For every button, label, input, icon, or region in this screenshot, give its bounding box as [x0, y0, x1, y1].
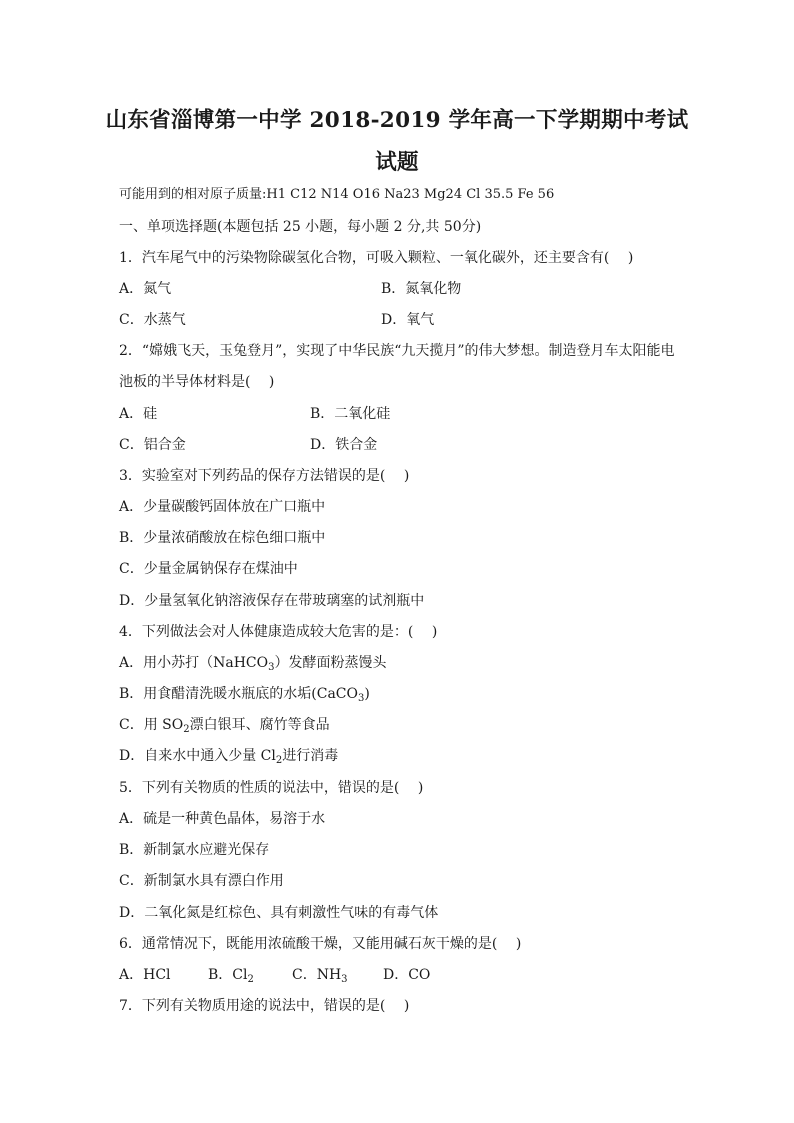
subscript: 2	[275, 755, 283, 766]
question-4-stem: 4．下列做法会对人体健康造成较大危害的是：( )	[119, 624, 438, 640]
question-2-option-a: A．硅	[119, 406, 158, 422]
subscript: 3	[341, 974, 348, 985]
subscript: 2	[183, 724, 190, 735]
question-3-option-b: B．少量浓硝酸放在棕色细口瓶中	[119, 530, 326, 546]
question-5-option-b: B．新制氯水应避光保存	[119, 842, 270, 858]
question-1-option-d: D．氧气	[381, 312, 435, 328]
question-1-stem: 1．汽车尾气中的污染物除碳氢化合物，可吸入颗粒、一氧化碳外，还主要含有( )	[119, 250, 634, 266]
question-5-option-c: C．新制氯水具有漂白作用	[119, 873, 284, 889]
subscript: 3	[268, 662, 275, 673]
question-7-stem: 7．下列有关物质用途的说法中，错误的是( )	[119, 998, 410, 1014]
section-heading: 一、单项选择题(本题包括 25 小题，每小题 2 分,共 50分)	[119, 219, 482, 235]
question-6-option-a: A．HCl	[119, 967, 171, 983]
question-5-stem: 5．下列有关物质的性质的说法中，错误的是( )	[119, 780, 424, 796]
option-text: D．自来水中通入少量 Cl	[119, 748, 276, 764]
question-1-option-b: B．氮氧化物	[381, 281, 462, 297]
question-3-option-d: D．少量氢氧化钠溶液保存在带玻璃塞的试剂瓶中	[119, 593, 425, 609]
question-5-option-d: D．二氧化氮是红棕色、具有刺激性气味的有毒气体	[119, 905, 439, 921]
question-2-option-d: D．铁合金	[310, 437, 378, 453]
atomic-masses: 可能用到的相对原子质量:H1 C12 N14 O16 Na23 Mg24 Cl 35.5 Fe 56	[119, 187, 555, 202]
question-5-option-a: A．硫是一种黄色晶体，易溶于水	[119, 811, 326, 827]
question-1-option-a: A．氮气	[119, 281, 172, 297]
question-1-option-c: C．水蒸气	[119, 312, 186, 328]
option-text: C．NH	[292, 967, 342, 983]
question-2-option-c: C．铝合金	[119, 437, 186, 453]
question-4-option-d	[119, 746, 338, 766]
question-2-stem-line2: 池板的半导体材料是( )	[119, 374, 275, 390]
option-text: )	[364, 686, 370, 702]
question-3-option-c: C．少量金属钠保存在煤油中	[119, 561, 298, 577]
question-6-option-b	[208, 965, 254, 985]
question-2-stem-line1: 2．“嫦娥飞天，玉兔登月”，实现了中华民族“九天揽月”的伟大梦想。制造登月车太阳能电	[119, 343, 675, 359]
question-2-option-b: B．二氧化硅	[310, 406, 391, 422]
option-text: ）发酵面粉蒸馒头	[274, 655, 387, 671]
question-6-stem: 6．通常情况下，既能用浓硫酸干燥，又能用碱石灰干燥的是( )	[119, 936, 522, 952]
question-4-option-c	[119, 715, 330, 735]
option-text: 进行消毒	[282, 748, 339, 764]
option-text: B．用食醋清洗暖水瓶底的水垢(CaCO	[119, 686, 358, 702]
subscript: 3	[358, 693, 365, 704]
question-6-option-c	[292, 965, 348, 985]
option-text: B．Cl	[208, 967, 248, 983]
question-3-stem: 3．实验室对下列药品的保存方法错误的是( )	[119, 468, 410, 484]
page-title: 山东省淄博第一中学 2018-2019 学年高一下学期期中考试试题	[105, 108, 689, 175]
option-text: 漂白银耳、腐竹等食品	[189, 717, 330, 733]
subscript: 2	[247, 974, 254, 985]
option-text: C．用 SO	[119, 717, 184, 733]
option-text: A．用小苏打（NaHCO	[119, 655, 269, 671]
question-3-option-a: A．少量碳酸钙固体放在广口瓶中	[119, 499, 326, 515]
question-4-option-b	[119, 684, 370, 704]
question-6-option-d: D．CO	[383, 967, 431, 983]
question-4-option-a	[119, 653, 386, 673]
